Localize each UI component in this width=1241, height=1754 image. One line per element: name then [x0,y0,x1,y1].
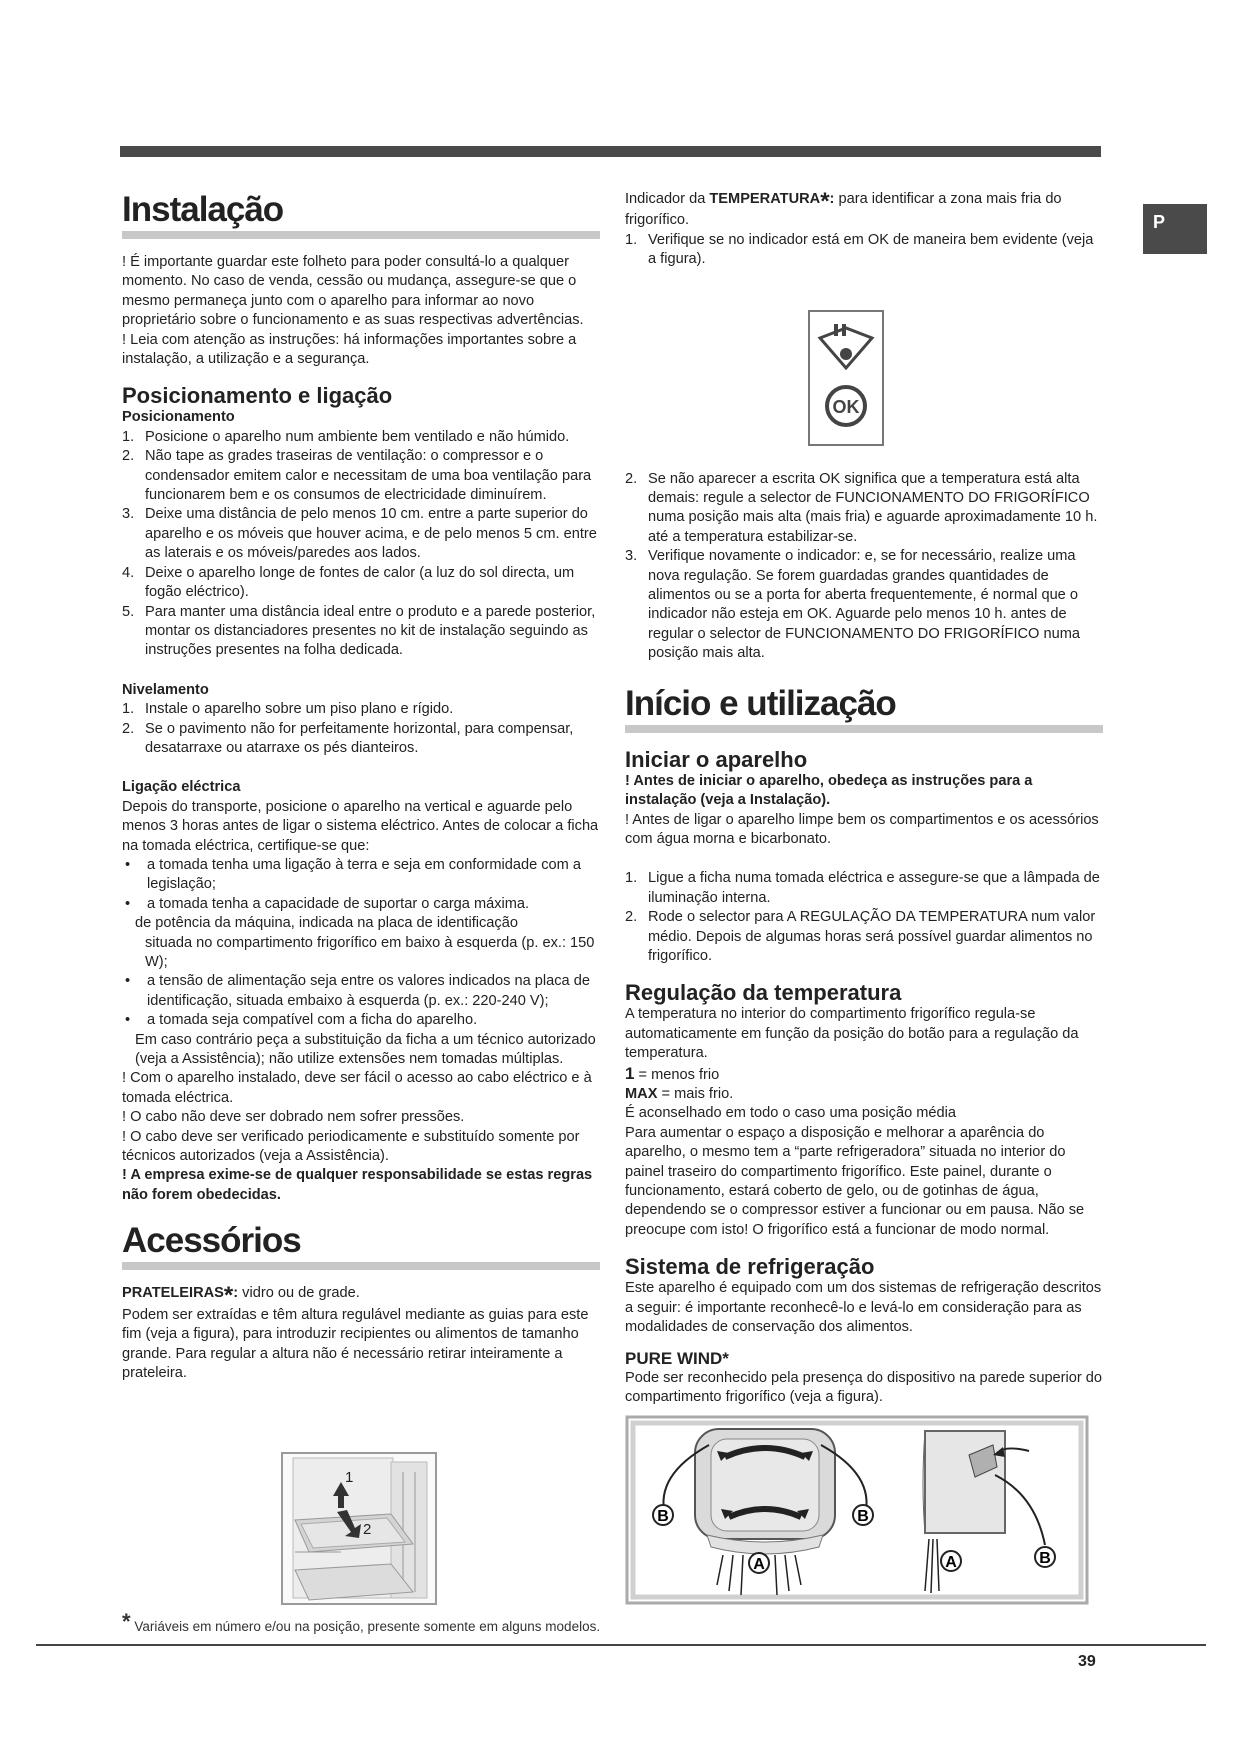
list-item [625,869,1103,908]
ligacao-list-2 [122,972,600,1030]
asterisk: * [820,188,830,215]
item-text: a tomada tenha uma ligação à terra e seja em conformidade com a legislação; [147,856,582,893]
iniciar-warning: ! Antes de iniciar o aparelho, obedeça as instruções para a instalação (veja a Instalação). [625,772,1033,809]
temperatura-list-2 [625,470,1103,664]
section-title-acessorios: Acessórios [122,1221,600,1270]
page-number: 39 [1078,1653,1096,1670]
item-text: Ligue a ficha numa tomada eléctrica e assegure-se que a lâmpada de iluminação interna. [648,870,1100,906]
bullet: • [125,973,131,990]
item-number: 2. [625,909,638,926]
temperatura-list-1 [625,231,1103,270]
footnote-asterisk: * [122,1609,131,1634]
prateleiras-line [122,1282,600,1310]
pure-wind-illustration [625,1415,1089,1605]
shelf-illustration [281,1452,437,1605]
left-column [122,190,600,1383]
fig-label-b-side: B [1039,1550,1051,1567]
list-item [122,972,600,1011]
ligacao-list [122,856,600,914]
item-number: 1. [625,870,638,887]
ligacao-continuation-3: Em caso contrário peça a substituição da ficha a um técnico autorizado (veja a Assistência); não utilize extensões nem tomadas múltiplas. [135,1031,596,1068]
pure-wind-heading: PURE WIND* [625,1349,729,1369]
list-item [122,505,600,563]
item-number: 4. [122,564,135,581]
posicionamento-list [122,428,600,661]
prateleiras-text: Podem ser extraídas e têm altura regulável mediante as guias para este fim (veja a figura), para introduzir recipientes ou alimentos de tamanho grande. Para regular a altura não é necessário retirar inteiramente a prateleira. [122,1306,589,1381]
iniciar-text: ! Antes de ligar o aparelho limpe bem os compartimentos e os acessórios com água morna e bicarbonato. [625,811,1099,847]
item-text: Posicione o aparelho num ambiente bem ventilado e não húmido. [145,428,570,445]
fig-label-2: 2 [363,1521,372,1538]
item-text: Instale o aparelho sobre um piso plano e rígido. [145,701,454,718]
bullet: • [125,895,131,912]
item-text: Verifique novamente o indicador: e, se for necessário, realize uma nova regulação. Se forem guardadas grandes quantidades de alimentos ou se a porta for aberta frequentemente, é normal que o indicador não esteja em OK. Aguarde pelo menos 10 h. antes de regular o selector de FUNCIONAMENTO DO FRIGORÍFICO numa posição mais alta. [648,548,1080,662]
item-number: 1. [625,231,638,248]
list-item [625,470,1103,548]
fig-label-a-side: A [945,1554,957,1571]
section-title-inicio: Início e utilização [625,684,1103,733]
sistema-text: Este aparelho é equipado com um dos sistemas de refrigeração descritos a seguir: é importante reconhecê-lo e levá-lo em consideração para as modalidades de conservação dos alimentos. [625,1280,1102,1336]
item-text: Rode o selector para A REGULAÇÃO DA TEMPERATURA num valor médio. Depois de algumas horas será possível guardar alimentos no frigorífico. [648,909,1096,964]
footer-rule [36,1644,1206,1646]
list-item [122,428,600,447]
regulacao-text-2: Para aumentar o espaço a disposição e melhorar a aparência do aparelho, o mesmo tem a “parte refrigeradora” situada no interior do painel traseiro do compartimento frigorífico. Este painel, durante o funcionamento, estará coberto de gelo, ou de gotinhas de água, dependendo se o compressor estiver a funcionar ou em pausa. Não se preocupe com isto! O frigorífico está a funcionar de modo normal. [625,1124,1085,1238]
regulacao-max-value: = mais frio. [657,1085,734,1102]
list-item [122,603,600,661]
prateleiras-label: PRATELEIRAS [122,1285,224,1302]
temperatura-label: TEMPERATURA [709,191,821,207]
regulacao-1-value: = menos frio [634,1066,720,1083]
list-item [122,700,600,719]
regulacao-heading: Regulação da temperatura [625,980,902,1006]
ligacao-subheading: Ligação eléctrica [122,779,241,796]
fig-label-1: 1 [345,1469,354,1486]
warning-2: ! O cabo não deve ser dobrado nem sofrer pressões. [122,1109,465,1126]
prateleiras-value: vidro ou de grade. [238,1285,360,1302]
temperature-indicator [808,310,884,446]
ok-label: OK [832,397,860,417]
item-number: 5. [122,603,135,620]
item-number: 1. [122,428,135,445]
item-text: Para manter uma distância ideal entre o produto e a parede posterior, montar os distanciadores presentes no kit de instalação seguindo as instruções presentes na folha dedicada. [145,603,596,659]
item-number: 3. [625,548,638,565]
fig-label-a-left: A [753,1556,765,1573]
item-number: 2. [625,470,638,487]
list-item [122,1011,600,1030]
regulacao-max-key: MAX [625,1085,658,1102]
bullet: • [125,1012,131,1029]
asterisk: * [223,1282,234,1310]
pure-wind-figure [625,1415,1089,1605]
item-number: 2. [122,448,135,465]
warning-4: ! A empresa exime-se de qualquer responsabilidade se estas regras não forem obedecidas. [122,1167,593,1203]
nivelamento-list [122,700,600,758]
item-text: Deixe o aparelho longe de fontes de calor (a luz do sol directa, um fogão eléctrico). [145,564,575,601]
snowflake-icon [840,348,852,360]
ligacao-text: Depois do transporte, posicione o aparelho na vertical e aguarde pelo menos 3 horas antes de ligar o sistema eléctrico. Antes de colocar a ficha na tomada eléctrica, certifique-se que: [122,798,599,854]
ligacao-continuation-2: situada no compartimento frigorífico em baixo à esquerda (p. ex.: 150 W); [145,934,595,970]
temperature-indicator-figure [808,310,884,446]
regulacao-1 [625,1064,1103,1085]
nivelamento-subheading: Nivelamento [122,681,209,698]
footnote [122,1609,600,1635]
item-text: a tomada seja compatível com a ficha do aparelho. [147,1012,478,1029]
ligacao-continuation-1: de potência da máquina, indicada na placa de identificação [135,915,518,932]
bullet: • [125,856,131,873]
list-item [122,895,600,914]
list-item [625,908,1103,966]
item-text: Se o pavimento não for perfeitamente horizontal, para compensar, desatarraxe ou atarraxe os pés dianteiros. [145,720,574,756]
warning-1: ! Com o aparelho instalado, deve ser fácil o acesso ao cabo eléctrico e à tomada eléctrica. [122,1070,592,1106]
item-text: Verifique se no indicador está em OK de maneira bem evidente (veja a figura). [648,231,1094,268]
item-number: 3. [122,506,135,523]
iniciar-list [625,869,1103,966]
temperatura-prefix: Indicador da [625,191,710,207]
section-title-instalacao: Instalação [122,190,600,239]
language-tab: P [1143,204,1207,254]
list-item [625,231,1103,270]
item-text: Deixe uma distância de pelo menos 10 cm. entre a parte superior do aparelho e os móveis que houver acima, e de pelo menos 5 cm. entre as laterais e os móveis/paredes aos lados. [145,506,597,562]
shelf-figure [281,1452,437,1605]
posicionamento-subheading: Posicionamento [122,409,235,426]
regulacao-media: É aconselhado em todo o caso uma posição média [625,1105,956,1122]
list-item [122,447,600,505]
posicionamento-heading: Posicionamento e ligação [122,383,393,409]
item-number: 1. [122,701,135,718]
iniciar-heading: Iniciar o aparelho [625,746,808,772]
list-item [122,720,600,759]
footnote-text: Variáveis em número e/ou na posição, presente somente em alguns modelos. [134,1619,601,1634]
list-item [122,856,600,895]
colon: : [829,191,835,207]
pure-wind-text: Pode ser reconhecido pela presença do dispositivo na parede superior do compartimento frigorífico (veja a figura). [625,1369,1103,1406]
top-rule [120,146,1101,157]
intro-text-1: ! É importante guardar este folheto para poder consultá-lo a qualquer momento. No caso de venda, cessão ou mudança, assegure-se que o mesmo permaneça junto com o aparelho para informar ao novo proprietário sobre o funcionamento e as suas respectivas advertências. [122,254,584,329]
item-text: Não tape as grades traseiras de ventilação: o compressor e o condensador emitem calor e necessitam de uma boa ventilação para funcionarem bem e os consumos de electricidade diminuírem. [145,448,592,504]
item-text: a tomada tenha a capacidade de suportar o carga máxima. [147,895,530,912]
list-item [625,547,1103,663]
fig-label-b-left: B [657,1508,669,1525]
item-text: Se não aparecer a escrita OK significa que a temperatura está alta demais: regule a selector de FUNCIONAMENTO DO FRIGORÍFICO numa posição mais alta (mais fria) e aguarde aproximadamente 10 h. até a temperatura estabilizar-se. [648,470,1098,545]
intro-text-2: ! Leia com atenção as instruções: há informações importantes sobre a instalação, a utilização e a segurança. [122,331,577,368]
regulacao-max [625,1085,1103,1104]
list-item [122,564,600,603]
temperatura-text: para identificar a zona mais fria do frigorífico. [625,191,1062,229]
regulacao-text: A temperatura no interior do compartimento frigorífico regula-se automaticamente em função da posição do botão para a regulação da temperatura. [625,1006,1079,1062]
fig-label-b-right: B [857,1508,869,1525]
item-text: a tensão de alimentação seja entre os valores indicados na placa de identificação, situada embaixo à esquerda (p. ex.: 220-240 V); [147,973,590,1009]
sistema-heading: Sistema de refrigeração [625,1254,875,1280]
regulacao-1-key: 1 [625,1063,635,1083]
item-number: 2. [122,720,135,737]
temperatura-line [625,190,1103,231]
warning-3: ! O cabo deve ser verificado periodicamente e substituído somente por técnicos autorizados (veja a Assistência). [122,1128,580,1165]
colon: : [233,1285,239,1302]
